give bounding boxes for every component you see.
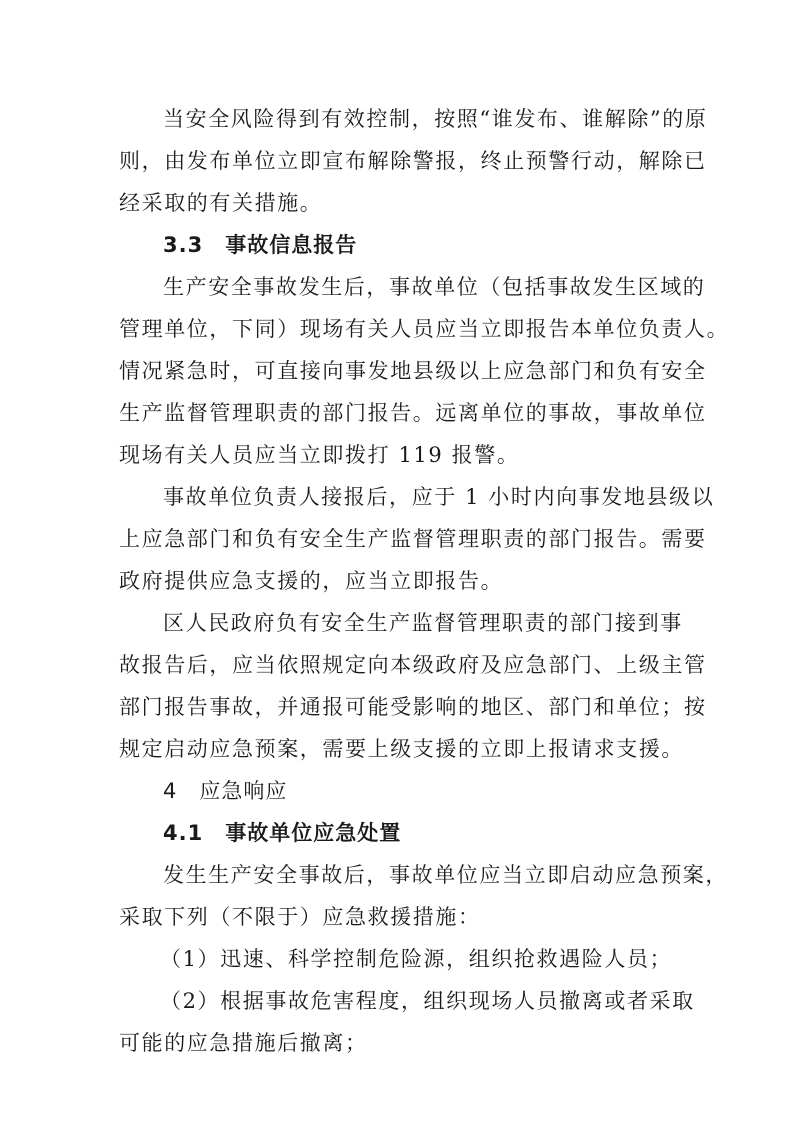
list-item-2: （2）根据事故危害程度，组织现场人员撤离或者采取 — [160, 989, 695, 1013]
paragraph-line: 采取下列（不限于）应急救援措施： — [119, 905, 481, 929]
paragraph-line: 规定启动应急预案，需要上级支援的立即上报请求支援。 — [119, 737, 684, 761]
paragraph-line: 区人民政府负有安全生产监督管理职责的部门接到事 — [163, 611, 683, 635]
paragraph-line: 发生生产安全事故后，事故单位应当立即启动应急预案， — [163, 863, 728, 887]
section-heading-4-1: 4.1 事故单位应急处置 — [163, 821, 402, 845]
paragraph-line: 管理单位，下同）现场有关人员应当立即报告本单位负责人。 — [119, 317, 730, 341]
paragraph-line: 当安全风险得到有效控制，按照“谁发布、谁解除”的原 — [163, 107, 708, 131]
paragraph-line: 故报告后，应当依照规定向本级政府及应急部门、上级主管 — [119, 653, 707, 677]
paragraph-line: 部门报告事故，并通报可能受影响的地区、部门和单位；按 — [119, 695, 707, 719]
section-heading-4: 4 应急响应 — [163, 779, 288, 803]
paragraph-line: 生产监督管理职责的部门报告。远离单位的事故，事故单位 — [119, 401, 707, 425]
paragraph-line: 政府提供应急支援的，应当立即报告。 — [119, 569, 504, 593]
paragraph-line: 现场有关人员应当立即拨打 119 报警。 — [119, 443, 520, 467]
paragraph-line: 生产安全事故发生后，事故单位（包括事故发生区域的 — [163, 275, 706, 299]
paragraph-line: 上应急部门和负有安全生产监督管理职责的部门报告。需要 — [119, 527, 707, 551]
section-heading-3-3: 3.3 事故信息报告 — [163, 233, 358, 257]
paragraph-line: 可能的应急措施后撤离； — [119, 1031, 368, 1055]
list-item-1: （1）迅速、科学控制危险源，组织抢救遇险人员； — [160, 947, 673, 971]
paragraph-line: 则，由发布单位立即宣布解除警报，终止预警行动，解除已 — [119, 149, 707, 173]
paragraph-line: 情况紧急时，可直接向事发地县级以上应急部门和负有安全 — [119, 359, 707, 383]
paragraph-line: 经采取的有关措施。 — [119, 191, 323, 215]
paragraph-line: 事故单位负责人接报后，应于 1 小时内向事发地县级以 — [163, 485, 715, 509]
